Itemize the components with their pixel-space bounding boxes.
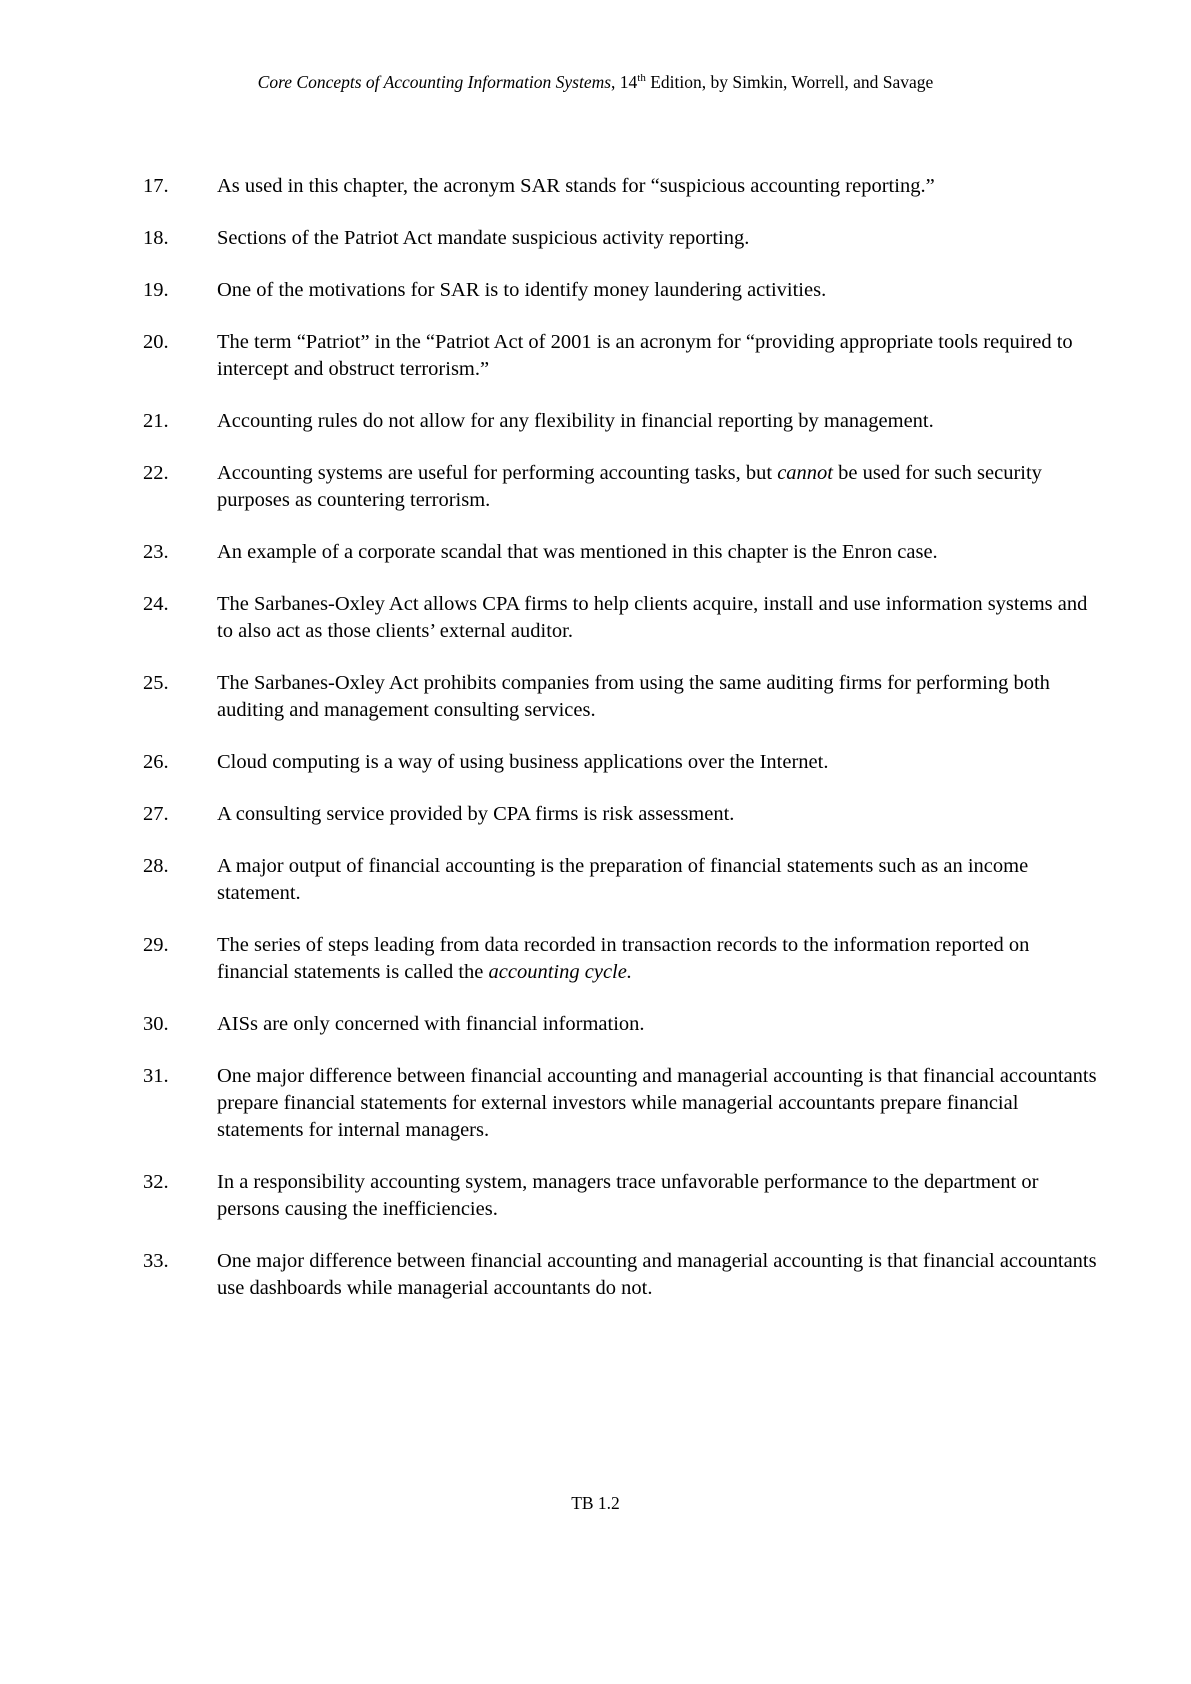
running-header [0, 70, 1191, 94]
edition-suffix: th [637, 72, 646, 85]
question-text [217, 932, 1097, 986]
question-text: One major difference between financial accounting and managerial accounting is that financial accountants use dashboards while managerial accountants do not. [217, 1250, 1097, 1299]
question-number: 23. [143, 541, 169, 563]
question-text-part: The series of steps leading from data recorded in transaction records to the information reported on financial statements is called the [217, 934, 1030, 983]
question-text: A major output of financial accounting is the preparation of financial statements such as an income statement. [217, 855, 1029, 904]
question-number: 20. [143, 331, 169, 353]
question-text-emphasis: cannot [777, 462, 833, 484]
question-number: 28. [143, 855, 169, 877]
question-number: 33. [143, 1250, 169, 1272]
question-text: In a responsibility accounting system, managers trace unfavorable performance to the department or persons causing the inefficiencies. [217, 1171, 1039, 1220]
question-number: 17. [143, 175, 169, 197]
question-text: AISs are only concerned with financial information. [217, 1013, 645, 1035]
question-text: One of the motivations for SAR is to identify money laundering activities. [217, 279, 827, 301]
question-number: 27. [143, 803, 169, 825]
question-number: 29. [143, 934, 169, 956]
question-number: 19. [143, 279, 169, 301]
question-number: 21. [143, 410, 169, 432]
question-text: As used in this chapter, the acronym SAR stands for “suspicious accounting reporting.” [217, 175, 935, 197]
book-title: Core Concepts of Accounting Information Systems [257, 72, 612, 92]
question-number: 31. [143, 1065, 169, 1087]
question-text-part: be used for such security purposes as countering terrorism. [217, 462, 1042, 511]
question-number: 26. [143, 751, 169, 773]
question-number: 32. [143, 1171, 169, 1193]
question-number: 24. [143, 593, 169, 615]
question-text: Accounting rules do not allow for any flexibility in financial reporting by management. [217, 410, 934, 432]
question-number: 18. [143, 227, 169, 249]
edition-authors: Edition, by Simkin, Worrell, and Savage [645, 72, 934, 92]
question-text: One major difference between financial accounting and managerial accounting is that financial accountants prepare financial statements for external investors while managerial accountants prepare financial statements for internal managers. [217, 1065, 1097, 1141]
question-text: The Sarbanes-Oxley Act prohibits companies from using the same auditing firms for performing both auditing and management consulting services. [217, 672, 1050, 721]
question-text: A consulting service provided by CPA firms is risk assessment. [217, 803, 735, 825]
question-text: Sections of the Patriot Act mandate suspicious activity reporting. [217, 227, 750, 249]
question-number: 30. [143, 1013, 169, 1035]
edition-number: , 14 [611, 72, 638, 92]
question-text: Cloud computing is a way of using business applications over the Internet. [217, 751, 829, 773]
question-text: An example of a corporate scandal that was mentioned in this chapter is the Enron case. [217, 541, 938, 563]
question-text-emphasis: accounting cycle. [488, 961, 632, 983]
question-text: The Sarbanes-Oxley Act allows CPA firms to help clients acquire, install and use information systems and to also act as those clients’ external auditor. [217, 593, 1088, 642]
question-text-part: Accounting systems are useful for performing accounting tasks, but [217, 462, 778, 484]
page-number: TB 1.2 [571, 1493, 620, 1513]
question-number: 25. [143, 672, 169, 694]
question-text: The term “Patriot” in the “Patriot Act of 2001 is an acronym for “providing appropriate tools required to intercept and obstruct terrorism.” [217, 331, 1073, 380]
question-number: 22. [143, 462, 169, 484]
question-text [217, 460, 1097, 514]
